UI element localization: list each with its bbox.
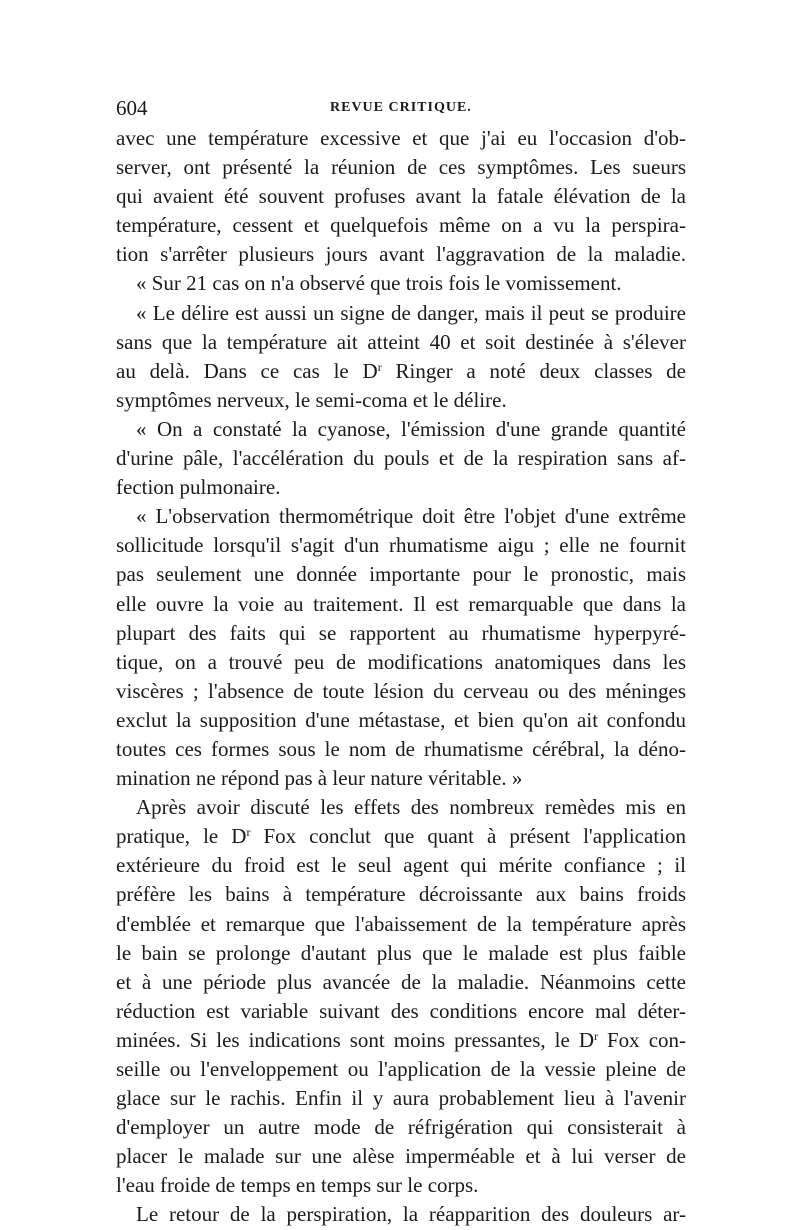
text-segment: Fox conclut que quant à présent l'application: [250, 824, 686, 849]
text-line: préfère les bains à température décroissante aux bains froids: [116, 882, 686, 907]
text-line: qui avaient été souvent profuses avant la fatale élévation de la: [116, 184, 686, 209]
text-line: « On a constaté la cyanose, l'émission d'une grande quantité: [136, 416, 686, 441]
text-line: extérieure du froid est le seul agent qui mérite confiance ; il: [116, 853, 686, 878]
superscript: r: [377, 359, 382, 374]
superscript: r: [246, 825, 251, 840]
text-line: « Le délire est aussi un signe de danger, mais il peut se produire: [136, 300, 686, 325]
text-line: fection pulmonaire.: [116, 475, 281, 500]
text-line: d'emblée et remarque que l'abaissement de la température après: [116, 911, 686, 936]
text-line: seille ou l'enveloppement ou l'application de la vessie pleine de: [116, 1057, 686, 1081]
text-line: d'urine pâle, l'accélération du pouls et de la respiration sans af-: [116, 446, 686, 471]
text-segment: au delà. Dans ce cas le D: [116, 358, 378, 383]
page-number: 604: [116, 96, 148, 120]
superscript: r: [594, 1028, 598, 1043]
body-text: [116, 124, 686, 1230]
text-line: sollicitude lorsqu'il s'agit d'un rhumatisme aigu ; elle ne fournit: [116, 533, 686, 558]
text-line: [116, 357, 686, 386]
text-line: tion s'arrêter plusieurs jours avant l'aggravation de la maladie.: [116, 242, 686, 267]
text-line: et à une période plus avancée de la maladie. Néanmoins cette: [116, 969, 686, 994]
text-line: « Sur 21 cas on n'a observé que trois fois le vomissement.: [136, 271, 622, 296]
text-line: elle ouvre la voie au traitement. Il est remarquable que dans la: [116, 591, 686, 616]
text-line: server, ont présenté la réunion de ces symptômes. Les sueurs: [116, 155, 686, 180]
text-segment: minées. Si les indications sont moins pressantes, le D: [116, 1027, 594, 1052]
running-title: REVUE CRITIQUE.: [330, 100, 472, 115]
text-line: [116, 822, 686, 851]
text-line: [116, 1026, 686, 1055]
text-segment: Ringer a noté deux classes de: [381, 358, 687, 383]
text-line: température, cessent et quelquefois même on a vu la perspira-: [116, 213, 686, 238]
text-line: exclut la supposition d'une métastase, et bien qu'on ait confondu: [116, 707, 686, 732]
text-line: Le retour de la perspiration, la réapparition des douleurs ar-: [136, 1202, 686, 1227]
text-line: toutes ces formes sous le nom de rhumatisme cérébral, la déno-: [116, 736, 686, 761]
text-line: symptômes nerveux, le semi-coma et le délire.: [116, 387, 507, 412]
text-line: tique, on a trouvé peu de modifications anatomiques dans les: [116, 649, 686, 674]
text-line: « L'observation thermométrique doit être l'objet d'une extrême: [136, 504, 686, 529]
text-line: glace sur le rachis. Enfin il y aura probablement lieu à l'avenir: [116, 1086, 686, 1111]
text-line: Après avoir discuté les effets des nombreux remèdes mis en: [136, 795, 686, 820]
text-line: d'employer un autre mode de réfrigération qui consisterait à: [116, 1115, 686, 1140]
text-segment: Fox con-: [598, 1027, 687, 1052]
text-line: sans que la température ait atteint 40 et soit destinée à s'élever: [116, 329, 686, 354]
text-line: mination ne répond pas à leur nature véritable. »: [116, 766, 523, 791]
text-line: placer le malade sur une alèse imperméable et à lui verser de: [116, 1144, 686, 1169]
text-segment: pratique, le D: [116, 824, 247, 849]
page-header: [116, 96, 686, 122]
text-line: l'eau froide de temps en temps sur le corps.: [116, 1173, 479, 1198]
text-line: réduction est variable suivant des conditions encore mal déter-: [116, 998, 686, 1023]
text-line: le bain se prolonge d'autant plus que le malade est plus faible: [116, 940, 686, 965]
text-line: plupart des faits qui se rapportent au rhumatisme hyperpyré-: [116, 620, 686, 645]
text-line: pas seulement une donnée importante pour le pronostic, mais: [116, 562, 686, 587]
text-line: avec une température excessive et que j'ai eu l'occasion d'ob-: [116, 126, 686, 150]
text-line: viscères ; l'absence de toute lésion du cerveau ou des méninges: [116, 678, 686, 703]
